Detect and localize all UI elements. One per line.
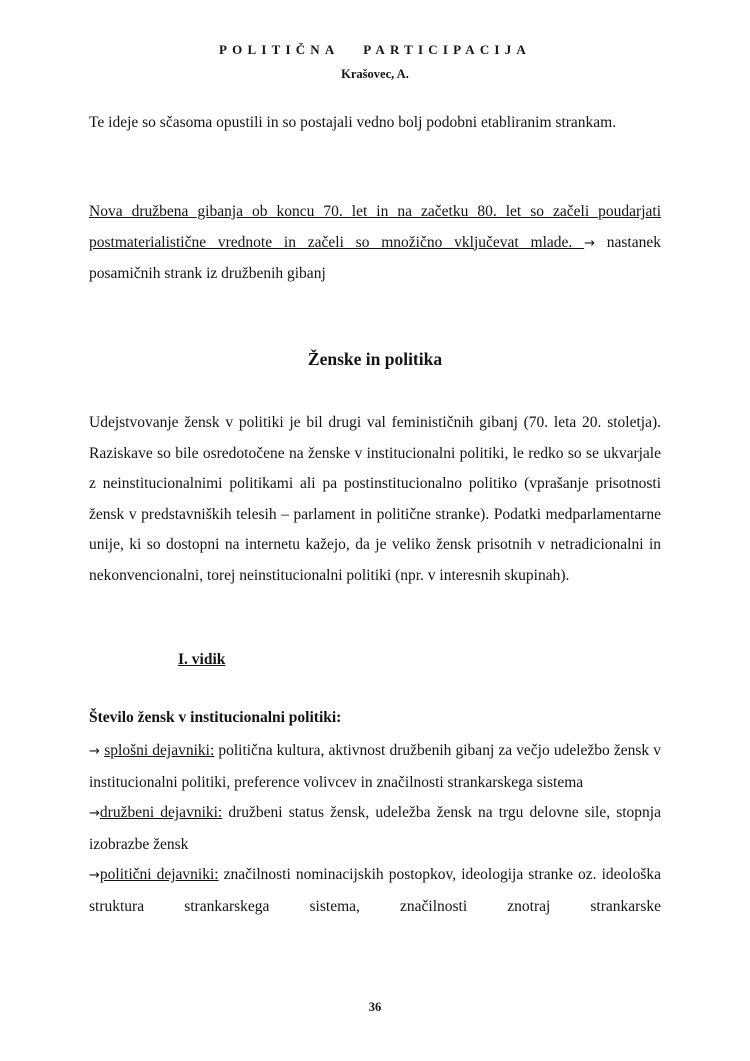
page-number: 36 <box>368 1000 382 1014</box>
arrow-right-icon: → <box>89 744 105 759</box>
factor-item-political <box>89 860 661 922</box>
section-heading: Ženske in politika <box>307 349 443 369</box>
factor-item-general <box>89 736 661 798</box>
running-header-title: POLITIČNA PARTICIPACIJA <box>219 42 531 57</box>
factor-label: politični dejavniki: <box>99 866 219 883</box>
factor-text: družbeni status žensk, udeležba žensk na trgu delovne sile, stopnja izobrazbe žensk <box>89 804 661 853</box>
factor-label: družbeni dejavniki: <box>99 804 223 821</box>
arrow-right-icon: → <box>89 806 100 821</box>
factor-text: politična kultura, aktivnost družbenih gibanj za večjo udeležbo žensk v institucionalni politiki, preference volivcev in značilnosti strankarskega sistema <box>89 742 661 791</box>
underlined-statement: Nova družbena gibanja ob koncu 70. let in na začetku 80. let so začeli poudarjati postmaterialistične vrednote in začeli so množično vključevat mlade. <box>89 203 661 251</box>
paragraph-women-in-politics: Udejstvovanje žensk v politiki je bil drugi val feminističnih gibanj (70. leta 20. stoletja). Raziskave so bile osredotočene na ženske v institucionalni politiki, le redko so se ukvarjale z neinstitucionalnimi politikami ali pa postinstitucionalno politiko (vprašanje prisotnosti žensk v predstavniških telesih – parlament in politične stranke). Podatki medparlamentarne unije, ki so dostopni na internetu kažejo, da je veliko žensk prisotnih v netradicionalni in nekonvencionalni, torej neinstitucionalni politiki (npr. v interesnih skupinah). <box>89 414 661 584</box>
factor-item-social <box>89 798 661 860</box>
factor-label: splošni dejavniki: <box>104 742 215 759</box>
arrow-right-icon: → <box>89 868 100 883</box>
subheading-first-aspect: I. vidik <box>178 651 226 668</box>
paragraph-social-movements <box>89 197 661 290</box>
factor-text: značilnosti nominacijskih postopkov, ideologija stranke oz. ideološka struktura strankarskega sistema, značilnosti znotraj strankarske <box>89 866 661 915</box>
running-header-author: Krašovec, A. <box>341 67 409 81</box>
factors-list <box>89 736 661 922</box>
paragraph-ideas: Te ideje so sčasoma opustili in so postajali vedno bolj podobni etabliranim strankam. <box>89 114 617 131</box>
arrow-right-icon: → <box>584 235 595 251</box>
paragraph-continuation: nastanek posamičnih strank iz družbenih gibanj <box>89 233 661 282</box>
list-heading: Število žensk v institucionalni politiki: <box>89 709 342 726</box>
